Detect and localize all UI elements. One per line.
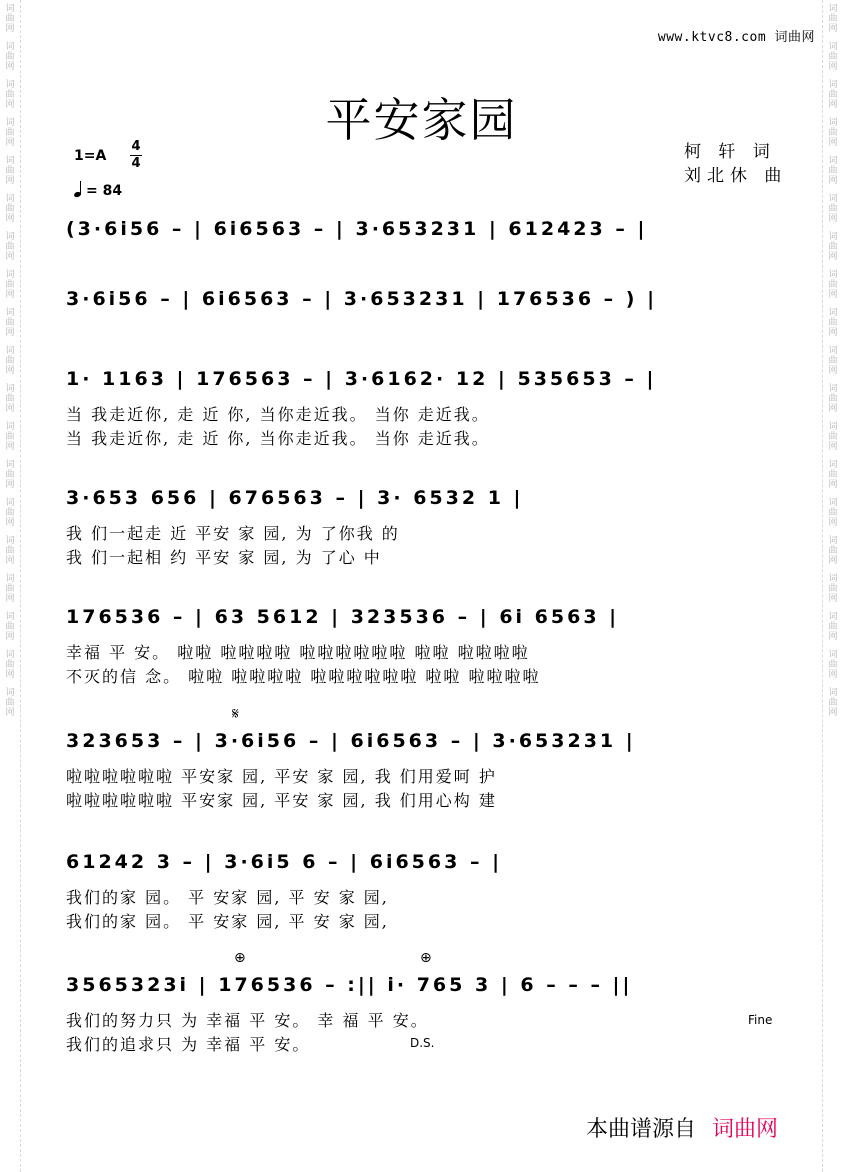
side-watermark-char: 词 <box>5 270 15 280</box>
lyric-line-2: 我们的家 园。 平 安家 园, 平 安 家 园, <box>66 912 389 931</box>
meter-bottom: 4 <box>131 156 141 171</box>
side-watermark-char: 词 <box>5 118 15 128</box>
side-watermark-group <box>828 570 837 608</box>
side-watermark-char: 曲 <box>828 14 838 24</box>
side-watermark-char: 网 <box>828 366 838 376</box>
tempo-marking <box>74 181 122 199</box>
side-watermark-char: 网 <box>5 670 15 680</box>
side-watermark-group <box>5 608 14 646</box>
side-watermark-char: 网 <box>828 252 838 262</box>
lyric-line-2: 不灭的信 念。 啦啦 啦啦啦啦 啦啦啦啦啦啦 啦啦 啦啦啦啦 <box>66 667 541 686</box>
lyricist-credit: 柯 轩 词 <box>684 142 776 162</box>
side-watermark-char: 词 <box>828 194 838 204</box>
side-watermark-char: 网 <box>828 708 838 718</box>
side-watermark-group <box>5 342 14 380</box>
side-watermark-char: 曲 <box>828 546 838 556</box>
side-watermark-char: 曲 <box>5 280 15 290</box>
ds-mark: D.S. <box>410 1036 435 1050</box>
side-watermark-char: 曲 <box>828 90 838 100</box>
side-watermark-group <box>828 190 837 228</box>
side-watermark-char: 词 <box>828 460 838 470</box>
side-watermark-char: 词 <box>5 194 15 204</box>
side-watermark-char: 曲 <box>5 318 15 328</box>
side-watermark-char: 网 <box>828 632 838 642</box>
side-watermark-char: 网 <box>828 176 838 186</box>
side-watermark-char: 网 <box>828 442 838 452</box>
side-watermark-char: 网 <box>828 290 838 300</box>
side-watermark-char: 词 <box>828 346 838 356</box>
side-watermark-char: 词 <box>5 460 15 470</box>
staff-notes: (3·6i56 – | 6i6563 – | 3·653231 | 612423 – | <box>66 218 648 240</box>
side-watermark-char: 词 <box>828 232 838 242</box>
coda-mark-2: ⊕ <box>420 950 432 966</box>
side-watermark-char: 网 <box>828 480 838 490</box>
side-watermark-char: 网 <box>828 138 838 148</box>
side-watermark-char: 曲 <box>5 356 15 366</box>
side-watermark-group <box>828 266 837 304</box>
site-name: 词曲网 <box>774 30 815 45</box>
side-watermark-char: 网 <box>5 442 15 452</box>
side-watermark-char: 曲 <box>828 698 838 708</box>
side-watermark-group <box>828 38 837 76</box>
lyric-line-2: 当 我走近你, 走 近 你, 当你走近我。 当你 走近我。 <box>66 429 490 448</box>
side-watermark-group <box>5 38 14 76</box>
source-credit <box>586 1112 778 1143</box>
side-watermark-char: 网 <box>5 100 15 110</box>
side-watermark-char: 词 <box>5 536 15 546</box>
side-watermark-char: 词 <box>5 80 15 90</box>
site-watermark <box>658 26 815 45</box>
side-watermark-char: 曲 <box>828 660 838 670</box>
lyric-line-1: 我 们一起走 近 平安 家 园, 为 了你我 的 <box>66 524 400 543</box>
side-watermark-group <box>828 608 837 646</box>
side-watermark-group <box>5 190 14 228</box>
side-watermark-char: 曲 <box>828 470 838 480</box>
lyric-line-2: 我 们一起相 约 平安 家 园, 为 了心 中 <box>66 548 382 567</box>
composer-credit: 刘北休 曲 <box>684 166 788 186</box>
side-watermark-char: 网 <box>828 62 838 72</box>
side-watermark-char: 网 <box>828 594 838 604</box>
side-watermark-char: 曲 <box>828 318 838 328</box>
side-watermark-char: 曲 <box>5 128 15 138</box>
side-watermark-char: 网 <box>5 480 15 490</box>
side-watermark-char: 词 <box>5 574 15 584</box>
side-watermark-char: 词 <box>828 42 838 52</box>
side-watermark-char: 网 <box>5 708 15 718</box>
side-watermark-char: 网 <box>5 556 15 566</box>
lyric-line-1: 我们的努力只 为 幸福 平 安。 幸 福 平 安。 <box>66 1011 429 1030</box>
side-watermark-char: 网 <box>828 24 838 34</box>
side-watermark-char: 曲 <box>828 508 838 518</box>
lyric-line-1: 当 我走近你, 走 近 你, 当你走近我。 当你 走近我。 <box>66 405 490 424</box>
staff-notes: 176536 – | 63 5612 | 323536 – | 6i 6563 | <box>66 606 620 628</box>
side-watermark-group <box>828 532 837 570</box>
staff-notes: 3·6i56 – | 6i6563 – | 3·653231 | 176536 – ) | <box>66 288 658 310</box>
side-watermark-char: 曲 <box>828 166 838 176</box>
side-watermark-char: 网 <box>5 404 15 414</box>
side-watermark-group <box>828 494 837 532</box>
side-watermark-group <box>5 494 14 532</box>
side-watermark-char: 曲 <box>5 394 15 404</box>
left-watermark-strip <box>0 0 21 1172</box>
side-watermark-char: 词 <box>5 308 15 318</box>
coda-mark-1: ⊕ <box>234 950 246 966</box>
key-signature: 1=A <box>74 148 107 164</box>
side-watermark-char: 词 <box>5 422 15 432</box>
side-watermark-char: 网 <box>5 366 15 376</box>
time-signature <box>130 140 142 171</box>
side-watermark-char: 词 <box>828 422 838 432</box>
song-title: 平安家园 <box>325 93 518 147</box>
staff-notes: 323653 – | 3·6i56 – | 6i6563 – | 3·653231 | <box>66 730 636 752</box>
side-watermark-group <box>828 0 837 38</box>
site-url: www.ktvc8.com <box>657 30 767 45</box>
side-watermark-char: 曲 <box>5 698 15 708</box>
side-watermark-group <box>5 304 14 342</box>
side-watermark-char: 网 <box>5 138 15 148</box>
side-watermark-char: 词 <box>828 688 838 698</box>
side-watermark-group <box>5 380 14 418</box>
side-watermark-char: 网 <box>828 404 838 414</box>
side-watermark-char: 网 <box>828 670 838 680</box>
side-watermark-group <box>5 684 14 722</box>
side-watermark-char: 曲 <box>5 546 15 556</box>
side-watermark-char: 网 <box>5 62 15 72</box>
side-watermark-char: 曲 <box>5 470 15 480</box>
side-watermark-char: 曲 <box>828 128 838 138</box>
side-watermark-group <box>5 418 14 456</box>
side-watermark-char: 词 <box>828 270 838 280</box>
quarter-note-icon <box>74 181 84 197</box>
lyric-line-1: 幸福 平 安。 啦啦 啦啦啦啦 啦啦啦啦啦啦 啦啦 啦啦啦啦 <box>66 643 530 662</box>
side-watermark-group <box>5 152 14 190</box>
side-watermark-char: 网 <box>5 328 15 338</box>
side-watermark-char: 词 <box>5 156 15 166</box>
side-watermark-char: 网 <box>828 328 838 338</box>
side-watermark-char: 曲 <box>828 204 838 214</box>
side-watermark-char: 网 <box>5 214 15 224</box>
side-watermark-group <box>828 646 837 684</box>
side-watermark-char: 曲 <box>828 432 838 442</box>
side-watermark-char: 曲 <box>5 622 15 632</box>
side-watermark-char: 曲 <box>828 242 838 252</box>
side-watermark-char: 词 <box>828 118 838 128</box>
side-watermark-char: 曲 <box>828 622 838 632</box>
staff-notes: 61242 3 – | 3·6i5 6 – | 6i6563 – | <box>66 851 503 873</box>
side-watermark-group <box>5 456 14 494</box>
side-watermark-char: 词 <box>828 4 838 14</box>
side-watermark-char: 词 <box>828 498 838 508</box>
side-watermark-char: 网 <box>5 290 15 300</box>
side-watermark-char: 曲 <box>5 508 15 518</box>
meter-top: 4 <box>131 139 141 154</box>
lyric-line-1: 我们的家 园。 平 安家 园, 平 安 家 园, <box>66 888 389 907</box>
side-watermark-char: 网 <box>828 214 838 224</box>
side-watermark-char: 网 <box>5 632 15 642</box>
side-watermark-char: 词 <box>828 384 838 394</box>
staff-notes: 1· 1163 | 176563 – | 3·6162· 12 | 535653 – | <box>66 368 657 390</box>
side-watermark-char: 词 <box>5 346 15 356</box>
side-watermark-group <box>828 380 837 418</box>
side-watermark-group <box>828 152 837 190</box>
side-watermark-char: 词 <box>5 688 15 698</box>
side-watermark-group <box>5 532 14 570</box>
side-watermark-char: 曲 <box>5 242 15 252</box>
side-watermark-char: 网 <box>5 518 15 528</box>
side-watermark-char: 词 <box>828 156 838 166</box>
tempo-value: = 84 <box>86 183 123 199</box>
side-watermark-group <box>828 418 837 456</box>
lyric-line-1: 啦啦啦啦啦啦 平安家 园, 平安 家 园, 我 们用爱呵 护 <box>66 767 497 786</box>
side-watermark-char: 曲 <box>828 52 838 62</box>
side-watermark-group <box>828 342 837 380</box>
side-watermark-char: 网 <box>5 176 15 186</box>
side-watermark-char: 词 <box>5 42 15 52</box>
side-watermark-char: 曲 <box>5 432 15 442</box>
staff-notes: 3565323i | 176536 – :|| i· 765 3 | 6 – – – || <box>66 974 633 996</box>
fine-mark: Fine <box>748 1013 773 1027</box>
side-watermark-char: 网 <box>5 24 15 34</box>
side-watermark-char: 曲 <box>828 394 838 404</box>
side-watermark-char: 词 <box>828 574 838 584</box>
segno-mark: 𝄋 <box>232 704 239 723</box>
side-watermark-char: 词 <box>5 498 15 508</box>
side-watermark-char: 词 <box>828 308 838 318</box>
side-watermark-char: 词 <box>828 650 838 660</box>
side-watermark-char: 词 <box>828 612 838 622</box>
side-watermark-char: 网 <box>5 594 15 604</box>
side-watermark-char: 曲 <box>828 584 838 594</box>
side-watermark-char: 曲 <box>5 660 15 670</box>
credits <box>684 140 787 188</box>
side-watermark-char: 网 <box>828 518 838 528</box>
side-watermark-char: 曲 <box>5 52 15 62</box>
side-watermark-char: 曲 <box>5 14 15 24</box>
side-watermark-char: 词 <box>5 232 15 242</box>
side-watermark-group <box>5 228 14 266</box>
side-watermark-char: 网 <box>828 556 838 566</box>
side-watermark-group <box>5 646 14 684</box>
side-watermark-group <box>5 266 14 304</box>
side-watermark-char: 曲 <box>5 204 15 214</box>
side-watermark-char: 曲 <box>5 166 15 176</box>
side-watermark-char: 词 <box>828 536 838 546</box>
lyric-line-2: 我们的追求只 为 幸福 平 安。 <box>66 1035 311 1054</box>
side-watermark-char: 词 <box>828 80 838 90</box>
lyric-line-2: 啦啦啦啦啦啦 平安家 园, 平安 家 园, 我 们用心构 建 <box>66 791 497 810</box>
side-watermark-group <box>828 456 837 494</box>
side-watermark-char: 网 <box>828 100 838 110</box>
source-brand: 词曲网 <box>712 1117 779 1142</box>
side-watermark-group <box>828 228 837 266</box>
staff-notes: 3·653 656 | 676563 – | 3· 6532 1 | <box>66 487 524 509</box>
side-watermark-char: 曲 <box>828 356 838 366</box>
side-watermark-group <box>5 0 14 38</box>
side-watermark-char: 词 <box>5 650 15 660</box>
side-watermark-char: 曲 <box>5 584 15 594</box>
source-label: 本曲谱源自 <box>586 1117 697 1142</box>
side-watermark-char: 网 <box>5 252 15 262</box>
side-watermark-char: 词 <box>5 612 15 622</box>
side-watermark-group <box>828 304 837 342</box>
side-watermark-char: 曲 <box>828 280 838 290</box>
side-watermark-char: 词 <box>5 4 15 14</box>
right-watermark-strip <box>822 0 843 1172</box>
side-watermark-char: 曲 <box>5 90 15 100</box>
side-watermark-group <box>828 684 837 722</box>
side-watermark-char: 词 <box>5 384 15 394</box>
side-watermark-group <box>5 570 14 608</box>
